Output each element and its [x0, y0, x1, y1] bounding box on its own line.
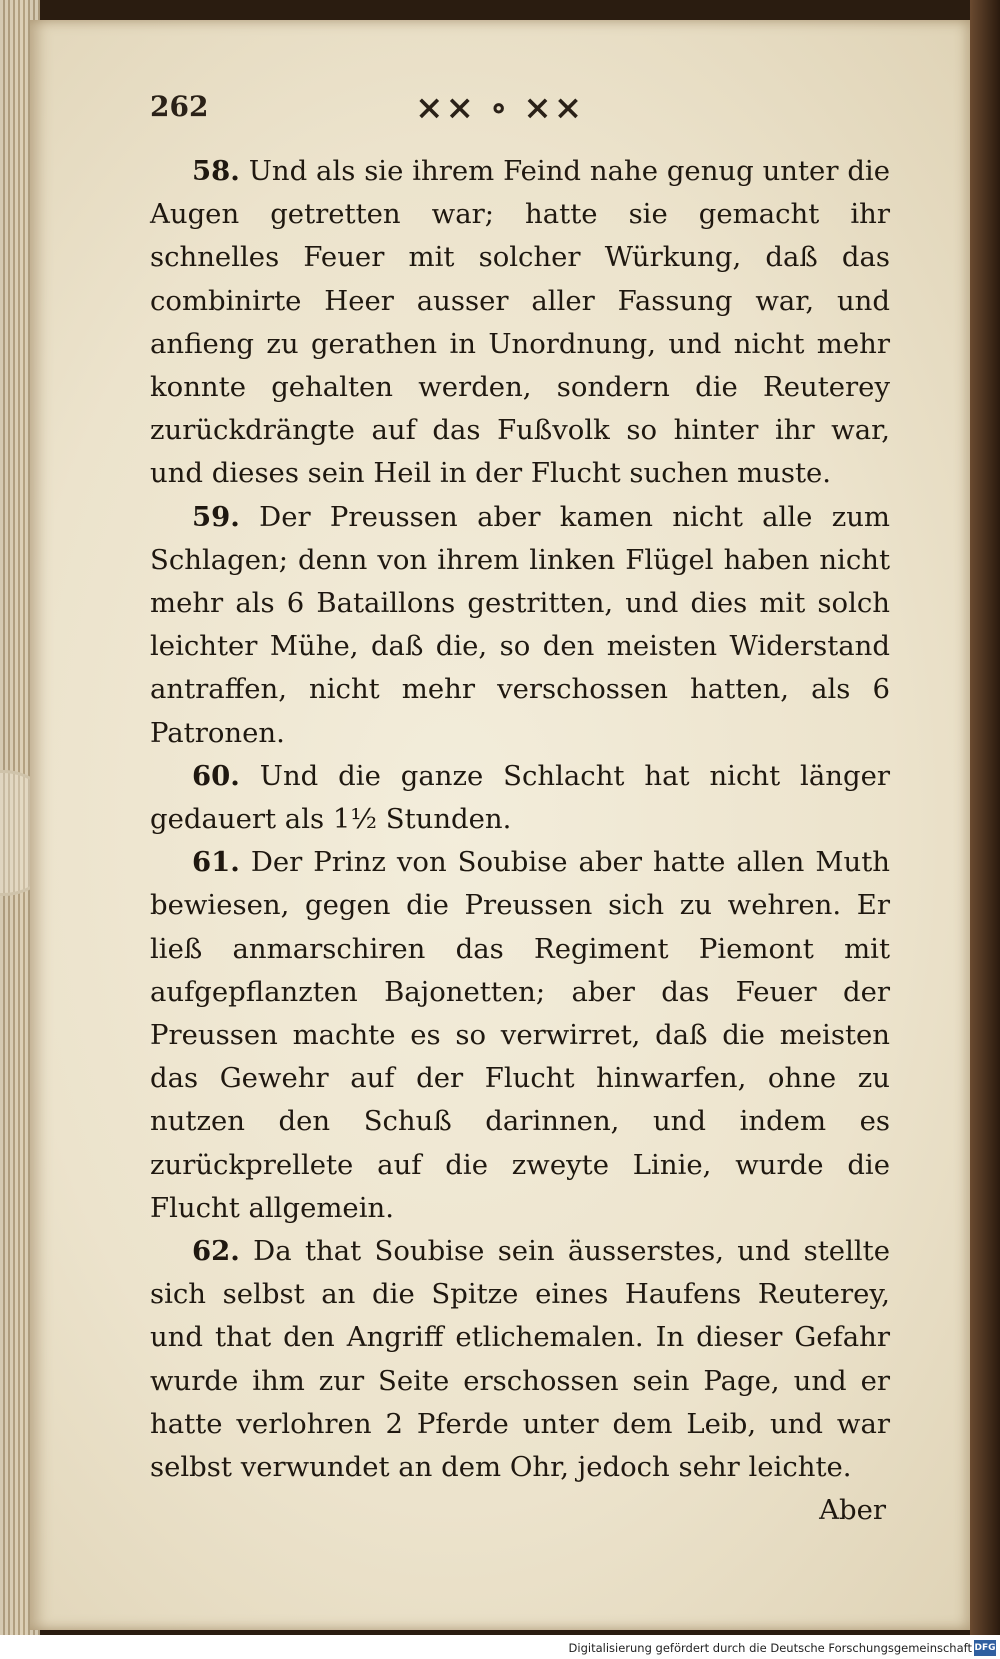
catchword: Aber	[819, 1494, 886, 1527]
paragraph-58	[150, 150, 890, 496]
paragraph-61	[150, 841, 890, 1230]
paragraph-text: Und als sie ihrem Feind nahe genug unter die Augen getretten war; hatte sie gemacht ihr schnelles Feuer mit solcher Würkung, daß das combinirte Heer ausser aller Fassung war, und anfieng zu gerathen in Unordnung, und nicht mehr konnte gehalten werden, sondern die Reuterey zurückdrängte auf das Fußvolk so hinter ihr war, und dieses sein Heil in der Flucht suchen muste.	[150, 155, 890, 490]
body-text	[150, 150, 890, 1533]
paragraph-number: 59.	[192, 500, 240, 533]
footer-bar	[0, 1635, 1000, 1659]
paragraph-60	[150, 755, 890, 841]
paragraph-number: 62.	[192, 1235, 240, 1268]
paragraph-number: 60.	[192, 759, 240, 792]
paragraph-text: Der Preussen aber kamen nicht alle zum Schlagen; denn von ihrem linken Flügel haben nicht mehr als 6 Bataillons gestritten, und dies mit solch leichter Mühe, daß die, so den meisten Widerstand antraffen, nicht mehr verschossen hatten, als 6 Patronen.	[150, 500, 891, 749]
paragraph-text: Der Prinz von Soubise aber hatte allen Muth bewiesen, gegen die Preussen sich zu wehren. Er ließ anmarschiren das Regiment Piemont mit aufgepflanzten Bajonetten; aber das Feuer der Preussen machte es so verwirret, daß die meisten das Gewehr auf der Flucht hinwarfen, ohne zu nutzen den Schuß darinnen, und indem es zurückprellete auf die zweyte Linie, wurde die Flucht allgemein.	[150, 846, 890, 1224]
header-ornament: ⨯⨯ ∘ ⨯⨯	[415, 88, 585, 128]
paragraph-text: Und die ganze Schlacht hat nicht länger gedauert als 1½ Stunden.	[150, 759, 890, 836]
page-header	[150, 88, 670, 134]
book-binding-edge	[970, 0, 1000, 1659]
paragraph-text: Da that Soubise sein äusserstes, und stellte sich selbst an die Spitze eines Haufens Reuterey, und that den Angriff etlichemalen. In dieser Gefahr wurde ihm zur Seite erschossen sein Page, und er hatte verlohren 2 Pferde unter dem Leib, und war selbst verwundet an dem Ohr, jedoch sehr leichte.	[150, 1235, 890, 1484]
paragraph-62	[150, 1230, 890, 1489]
paragraph-number: 61.	[192, 846, 240, 879]
funding-credit: Digitalisierung gefördert durch die Deutsche Forschungsgemeinschaft	[568, 1641, 972, 1655]
paragraph-number: 58.	[192, 155, 240, 187]
page-number: 262	[150, 90, 209, 123]
dfg-logo-icon: DFG	[974, 1640, 996, 1656]
paragraph-59	[150, 496, 890, 755]
